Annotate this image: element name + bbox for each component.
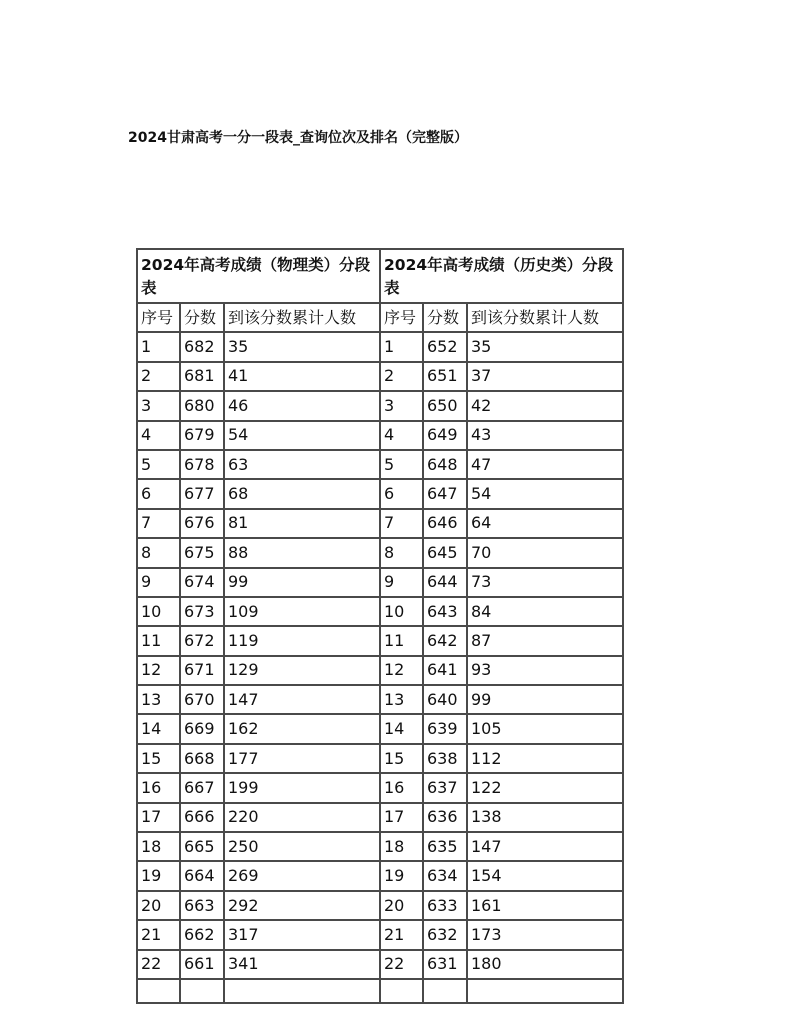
history-score-cell: 649: [423, 421, 467, 450]
table-row: [137, 450, 623, 479]
empty-cell: [423, 979, 467, 1003]
history-score-cell: 650: [423, 391, 467, 420]
history-cumulative-cell: 93: [467, 656, 623, 685]
table-row: [137, 332, 623, 361]
table-row: [137, 362, 623, 391]
physics-rank-cell: 19: [137, 861, 180, 890]
physics-section-header: 2024年高考成绩（物理类）分段表: [137, 249, 380, 303]
history-score-cell: 633: [423, 891, 467, 920]
physics-rank-cell: 3: [137, 391, 180, 420]
history-cumulative-cell: 35: [467, 332, 623, 361]
history-cumulative-cell: 84: [467, 597, 623, 626]
physics-rank-cell: 20: [137, 891, 180, 920]
history-cumulative-cell: 180: [467, 950, 623, 979]
history-rank-cell: 12: [380, 656, 423, 685]
table-row: [137, 861, 623, 890]
history-score-cell: 638: [423, 744, 467, 773]
history-cumulative-cell: 112: [467, 744, 623, 773]
history-score-cell: 639: [423, 714, 467, 743]
physics-cumulative-column-header: 到该分数累计人数: [224, 303, 380, 332]
physics-cumulative-cell: 129: [224, 656, 380, 685]
table-row: [137, 891, 623, 920]
history-rank-cell: 15: [380, 744, 423, 773]
physics-score-cell: 670: [180, 685, 224, 714]
history-cumulative-cell: 43: [467, 421, 623, 450]
history-rank-column-header: 序号: [380, 303, 423, 332]
physics-score-cell: 667: [180, 773, 224, 802]
history-score-cell: 632: [423, 920, 467, 949]
physics-rank-cell: 18: [137, 832, 180, 861]
physics-score-cell: 676: [180, 509, 224, 538]
history-rank-cell: 6: [380, 479, 423, 508]
physics-score-cell: 663: [180, 891, 224, 920]
empty-cell: [224, 979, 380, 1003]
table-row: [137, 538, 623, 567]
physics-rank-cell: 17: [137, 803, 180, 832]
history-rank-cell: 22: [380, 950, 423, 979]
column-header-row: [137, 303, 623, 332]
history-rank-cell: 18: [380, 832, 423, 861]
history-rank-cell: 13: [380, 685, 423, 714]
history-score-cell: 636: [423, 803, 467, 832]
history-score-cell: 651: [423, 362, 467, 391]
physics-cumulative-cell: 162: [224, 714, 380, 743]
physics-rank-cell: 15: [137, 744, 180, 773]
physics-score-cell: 674: [180, 568, 224, 597]
physics-rank-cell: 11: [137, 626, 180, 655]
empty-cell: [467, 979, 623, 1003]
history-score-cell: 648: [423, 450, 467, 479]
physics-rank-cell: 6: [137, 479, 180, 508]
history-score-cell: 640: [423, 685, 467, 714]
physics-score-column-header: 分数: [180, 303, 224, 332]
history-rank-cell: 4: [380, 421, 423, 450]
physics-score-cell: 666: [180, 803, 224, 832]
history-rank-cell: 2: [380, 362, 423, 391]
history-rank-cell: 8: [380, 538, 423, 567]
physics-score-cell: 664: [180, 861, 224, 890]
table-row: [137, 509, 623, 538]
empty-cell: [180, 979, 224, 1003]
history-score-cell: 643: [423, 597, 467, 626]
table-row: [137, 597, 623, 626]
history-score-cell: 644: [423, 568, 467, 597]
history-rank-cell: 21: [380, 920, 423, 949]
history-cumulative-cell: 54: [467, 479, 623, 508]
empty-cell: [380, 979, 423, 1003]
table-row: [137, 568, 623, 597]
table-row: [137, 744, 623, 773]
history-score-cell: 646: [423, 509, 467, 538]
physics-rank-cell: 13: [137, 685, 180, 714]
physics-cumulative-cell: 199: [224, 773, 380, 802]
physics-rank-cell: 16: [137, 773, 180, 802]
history-cumulative-cell: 105: [467, 714, 623, 743]
table-row: [137, 479, 623, 508]
history-rank-cell: 10: [380, 597, 423, 626]
physics-score-cell: 669: [180, 714, 224, 743]
physics-cumulative-cell: 220: [224, 803, 380, 832]
history-rank-cell: 20: [380, 891, 423, 920]
physics-cumulative-cell: 81: [224, 509, 380, 538]
physics-rank-cell: 7: [137, 509, 180, 538]
history-cumulative-cell: 161: [467, 891, 623, 920]
history-rank-cell: 16: [380, 773, 423, 802]
table-row: [137, 421, 623, 450]
score-distribution-table: [136, 248, 624, 1004]
history-rank-cell: 17: [380, 803, 423, 832]
physics-score-cell: 678: [180, 450, 224, 479]
physics-cumulative-cell: 109: [224, 597, 380, 626]
history-score-cell: 637: [423, 773, 467, 802]
table-row: [137, 950, 623, 979]
history-score-column-header: 分数: [423, 303, 467, 332]
table-row: [137, 391, 623, 420]
physics-rank-cell: 9: [137, 568, 180, 597]
physics-score-cell: 661: [180, 950, 224, 979]
physics-cumulative-cell: 46: [224, 391, 380, 420]
history-cumulative-cell: 147: [467, 832, 623, 861]
table-row: [137, 832, 623, 861]
physics-score-cell: 671: [180, 656, 224, 685]
history-rank-cell: 1: [380, 332, 423, 361]
history-cumulative-cell: 37: [467, 362, 623, 391]
physics-cumulative-cell: 54: [224, 421, 380, 450]
table-row: [137, 685, 623, 714]
physics-rank-cell: 4: [137, 421, 180, 450]
physics-rank-cell: 1: [137, 332, 180, 361]
history-score-cell: 645: [423, 538, 467, 567]
history-score-cell: 635: [423, 832, 467, 861]
table-row-continuation: [137, 979, 623, 1003]
history-rank-cell: 9: [380, 568, 423, 597]
history-rank-cell: 14: [380, 714, 423, 743]
history-section-header: 2024年高考成绩（历史类）分段表: [380, 249, 623, 303]
history-cumulative-cell: 138: [467, 803, 623, 832]
physics-score-cell: 679: [180, 421, 224, 450]
physics-score-cell: 668: [180, 744, 224, 773]
physics-cumulative-cell: 250: [224, 832, 380, 861]
physics-cumulative-cell: 177: [224, 744, 380, 773]
physics-cumulative-cell: 317: [224, 920, 380, 949]
physics-rank-cell: 14: [137, 714, 180, 743]
page-title: 2024甘肃高考一分一段表_查询位次及排名（完整版）: [128, 130, 468, 146]
empty-cell: [137, 979, 180, 1003]
physics-cumulative-cell: 292: [224, 891, 380, 920]
history-cumulative-cell: 87: [467, 626, 623, 655]
physics-rank-cell: 8: [137, 538, 180, 567]
table-row: [137, 920, 623, 949]
physics-cumulative-cell: 269: [224, 861, 380, 890]
physics-score-cell: 682: [180, 332, 224, 361]
table-row: [137, 626, 623, 655]
physics-cumulative-cell: 63: [224, 450, 380, 479]
history-rank-cell: 3: [380, 391, 423, 420]
table-section-header-row: [137, 249, 623, 303]
physics-rank-cell: 22: [137, 950, 180, 979]
history-cumulative-cell: 70: [467, 538, 623, 567]
physics-cumulative-cell: 341: [224, 950, 380, 979]
table-row: [137, 773, 623, 802]
physics-cumulative-cell: 147: [224, 685, 380, 714]
history-cumulative-cell: 173: [467, 920, 623, 949]
physics-rank-cell: 12: [137, 656, 180, 685]
table-row: [137, 656, 623, 685]
history-score-cell: 631: [423, 950, 467, 979]
history-rank-cell: 7: [380, 509, 423, 538]
physics-score-cell: 677: [180, 479, 224, 508]
physics-cumulative-cell: 41: [224, 362, 380, 391]
history-rank-cell: 19: [380, 861, 423, 890]
history-cumulative-cell: 64: [467, 509, 623, 538]
history-cumulative-cell: 154: [467, 861, 623, 890]
physics-rank-cell: 5: [137, 450, 180, 479]
history-rank-cell: 5: [380, 450, 423, 479]
physics-rank-cell: 2: [137, 362, 180, 391]
history-score-cell: 652: [423, 332, 467, 361]
history-cumulative-cell: 99: [467, 685, 623, 714]
history-cumulative-column-header: 到该分数累计人数: [467, 303, 623, 332]
history-cumulative-cell: 122: [467, 773, 623, 802]
history-cumulative-cell: 42: [467, 391, 623, 420]
physics-cumulative-cell: 68: [224, 479, 380, 508]
table-row: [137, 803, 623, 832]
physics-score-cell: 662: [180, 920, 224, 949]
history-cumulative-cell: 47: [467, 450, 623, 479]
history-score-cell: 634: [423, 861, 467, 890]
physics-cumulative-cell: 88: [224, 538, 380, 567]
physics-cumulative-cell: 35: [224, 332, 380, 361]
physics-score-cell: 665: [180, 832, 224, 861]
physics-rank-column-header: 序号: [137, 303, 180, 332]
history-cumulative-cell: 73: [467, 568, 623, 597]
physics-score-cell: 672: [180, 626, 224, 655]
history-score-cell: 647: [423, 479, 467, 508]
physics-rank-cell: 21: [137, 920, 180, 949]
physics-score-cell: 673: [180, 597, 224, 626]
physics-score-cell: 675: [180, 538, 224, 567]
physics-cumulative-cell: 99: [224, 568, 380, 597]
history-score-cell: 642: [423, 626, 467, 655]
physics-rank-cell: 10: [137, 597, 180, 626]
physics-score-cell: 681: [180, 362, 224, 391]
table-row: [137, 714, 623, 743]
physics-score-cell: 680: [180, 391, 224, 420]
history-score-cell: 641: [423, 656, 467, 685]
history-rank-cell: 11: [380, 626, 423, 655]
physics-cumulative-cell: 119: [224, 626, 380, 655]
